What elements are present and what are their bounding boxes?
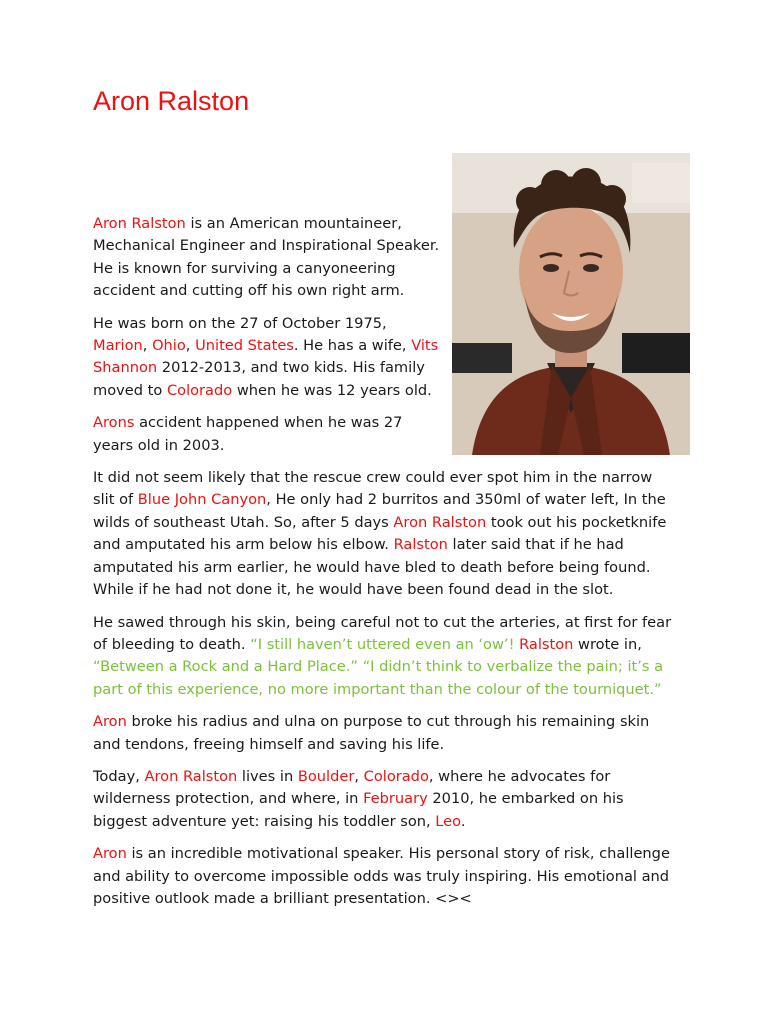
highlighted-term: Leo (435, 812, 461, 830)
paragraph-intro (93, 213, 443, 303)
text-run: lives in (237, 767, 298, 785)
text-run: , He only had 2 burritos and 350ml of water left, In the wilds of southeast Utah. So, after 5 days (93, 491, 666, 531)
highlighted-term: Ralston (393, 536, 448, 554)
highlighted-term: Colorado (363, 767, 429, 785)
text-run: He was born on the 27 of October 1975, (93, 314, 387, 332)
highlighted-term: Aron (93, 713, 127, 731)
text-run: , (142, 337, 153, 355)
page-title: Aron Ralston (93, 86, 250, 116)
text-run: He sawed through his skin, being careful not to cut the arteries, at first for fear of bleeding to death. (93, 613, 672, 653)
highlighted-term: Marion (93, 337, 143, 355)
text-run: when he was 12 years old. (232, 381, 432, 399)
highlighted-term: Ohio (152, 337, 186, 355)
text-run: later said that if he had amputated his arm earlier, he would have bled to death before being found. While if he had not done it, he would have been found dead in the slot. (93, 536, 651, 599)
text-run: wrote in, (573, 635, 642, 653)
text-run: . He has a wife, (293, 337, 412, 355)
highlighted-term: Blue John Canyon (137, 491, 267, 509)
highlighted-term: Arons (93, 414, 135, 432)
text-run: accident happened when he was 27 years old in 2003. (93, 414, 403, 454)
text-run: is an incredible motivational speaker. His personal story of risk, challenge and ability to overcome impossible odds was truly inspiring. His emotional and positive outlook made a brilliant presentation. <>< (93, 845, 670, 907)
paragraph-rescue (93, 467, 673, 601)
text-run: is an American mountaineer, Mechanical Engineer and Inspirational Speaker. He is known for surviving a canyoneering accident and cutting off his own right arm. (93, 215, 440, 300)
paragraph-today (93, 766, 673, 833)
paragraph-birth (93, 313, 443, 403)
highlighted-term: Aron Ralston (393, 513, 487, 531)
text-run: broke his radius and ulna on purpose to cut through his remaining skin and tendons, freeing himself and saving his life. (93, 713, 650, 753)
highlighted-term: Aron Ralston (144, 767, 238, 785)
quote-text: “I still haven’t uttered even an ‘ow’! (250, 635, 520, 653)
paragraph-survival (93, 711, 673, 756)
highlighted-term: United States (195, 337, 294, 355)
text-run: 2012-2013, and two kids. His family moved to (93, 359, 425, 399)
text-run: , (185, 337, 196, 355)
text-run: Today, (93, 767, 145, 785)
paragraph-quote (93, 612, 673, 702)
text-run: , where he advocates for wilderness protection, and where, in (93, 767, 611, 808)
text-run: . (460, 812, 466, 830)
highlighted-term: Colorado (166, 381, 233, 399)
text-run: 2010, he embarked on his biggest adventure yet: raising his toddler son, (93, 790, 624, 830)
highlighted-term: Aron Ralston (93, 215, 186, 232)
highlighted-term: February (363, 790, 428, 808)
highlighted-term: Ralston (519, 635, 574, 653)
article-body (93, 213, 673, 920)
paragraph-speaker (93, 843, 673, 910)
quote-text: “Between a Rock and a Hard Place.” “I didn’t think to verbalize the pain; it’s a part of this experience, no more important than the colour of the tourniquet.” (93, 658, 664, 698)
highlighted-term: Boulder (297, 767, 355, 785)
text-run: It did not seem likely that the rescue crew could ever spot him in the narrow slit of (93, 469, 653, 509)
text-run: , (354, 767, 364, 785)
highlighted-term: Aron (93, 845, 127, 863)
highlighted-term: Vits Shannon (93, 337, 439, 377)
text-run: took out his pocketknife and amputated his arm below his elbow. (93, 513, 667, 554)
paragraph-accident (93, 412, 443, 457)
